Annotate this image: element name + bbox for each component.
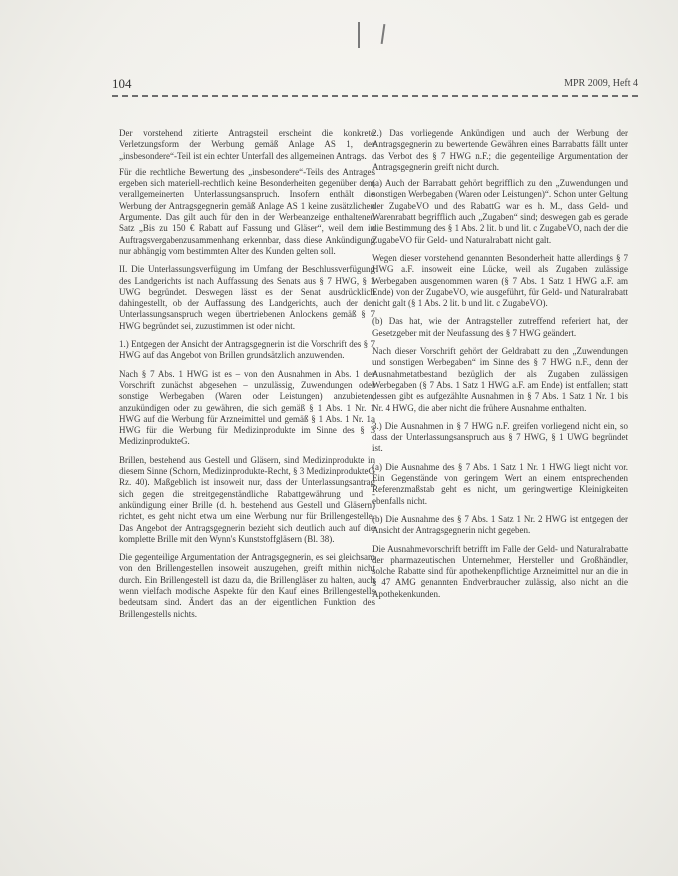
- paragraph: Der vorstehend zitierte Antragsteil erscheint die konkrete Verletzungsform der Werbung gemäß Anlage AS 1, der „insbesondere“-Teil ist ein echter Unterfall des allgemeinen Antrags.: [119, 128, 375, 161]
- paragraph: Brillen, bestehend aus Gestell und Gläsern, sind Medizinprodukte in diesem Sinne (Schorn, Medizinprodukte-Recht, § 3 MedizinprodukteG Rz. 40). Maßgeblich ist insoweit nur, dass der Unterlassungsantrag sich gegen die streitgegenständliche Rabattgewährung und -ankündigung einer Brille (d. h. bestehend aus Gestell und Gläsern) richtet, es geht nicht etwa um eine Werbung nur für Brillengestelle. Das Angebot der Antragsgegnerin bezieht sich deutlich auch auf die komplette Brille mit den Wynn's Kunststoffgläsern (Bl. 38).: [119, 454, 375, 544]
- journal-citation: MPR 2009, Heft 4: [564, 78, 638, 89]
- left-column: [119, 128, 375, 627]
- paragraph: Nach § 7 Abs. 1 HWG ist es – von den Ausnahmen in Abs. 1 der Vorschrift zunächst abgesehen – unzulässig, Zuwendungen oder sonstige Werbegaben (Waren oder Leistungen) anzubieten, anzukündigen oder zu gewähren, die sich gemäß § 1 Abs. 1 Nr. 1 HWG auf die Werbung für Arzneimittel und gemäß § 1 Abs. 1 Nr. 1a HWG für die Werbung für Medizinprodukte im Sinne des § 3 MedizinprodukteG.: [119, 368, 375, 447]
- right-column: [372, 128, 628, 607]
- paragraph: Die gegenteilige Argumentation der Antragsgegnerin, es sei gleichsam von den Brillengestellen insoweit auszugehen, greift mithin nicht durch. Ein Brillengestell ist dazu da, die Brillengläser zu halten, auch wenn vielfach modische Aspekte für den Kauf eines Brillengestells bedeutsam sind. Ändert das an der eigentlichen Funktion des Brillengestells nichts.: [119, 552, 375, 619]
- paragraph: 1.) Entgegen der Ansicht der Antragsgegnerin ist die Vorschrift des § 7 HWG auf das Angebot von Brillen grundsätzlich anzuwenden.: [119, 339, 375, 361]
- paragraph: (a) Auch der Barrabatt gehört begrifflich zu den „Zuwendungen und sonstigen Werbegaben (Waren oder Leistungen)“. Schon unter Geltung der ZugabeVO und des RabattG war es h. M., dass Geld- und Warenrabatt begrifflich auch „Zugaben“ sind; deswegen gab es gerade die Bestimmung des § 1 Abs. 2 lit. b und lit. c ZugabeVO, nach der die ZugabeVO für Geld- und Naturalrabatt nicht galt.: [372, 178, 628, 245]
- page-header: [112, 76, 638, 96]
- paragraph: Die Ausnahmevorschrift betrifft im Falle der Geld- und Naturalrabatte der pharmazeutischen Unternehmer, Hersteller und Großhändler, solche Rabatte sind für apothekenpflichtige Arzneimittel nur an die in § 47 AMG genannten Endverbraucher zulässig, also nicht an die Apothekenkunden.: [372, 543, 628, 599]
- paragraph: 2.) Das vorliegende Ankündigen und auch der Werbung der Antragsgegnerin zu bewertende Gewähren eines Barrabatts fällt unter das Verbot des § 7 HWG n.F.; die gegenteilige Argumentation der Antragsgegnerin greift nicht durch.: [372, 128, 628, 172]
- page-number: 104: [112, 76, 132, 91]
- paragraph: Für die rechtliche Bewertung des „insbesondere“-Teils des Antrages ergeben sich materiell-rechtlich keine Besonderheiten gegenüber dem verallgemeinerten Unterlassungsanspruch. Insofern enthält die Werbung der Antragsgegnerin gemäß Anlage AS 1 keine zusätzlichen Argumente. Das gilt auch für den in der Werbeanzeige enthaltenen Satz „Bis zu 150 € Rabatt auf Fassung und Gläser“, weil dem in Auftragsvergabenzusammenhang erkennbar, dass diese Ankündigung nur abhängig vom bestimmten Alter des Kunden gelten soll.: [119, 166, 375, 256]
- paragraph: 3.) Die Ausnahmen in § 7 HWG n.F. greifen vorliegend nicht ein, so dass der Unterlassungsanspruch aus § 7 HWG, § 1 UWG begründet ist.: [372, 420, 628, 454]
- paragraph: (b) Die Ausnahme des § 7 Abs. 1 Satz 1 Nr. 2 HWG ist entgegen der Ansicht der Antragsgegnerin nicht gegeben.: [372, 513, 628, 536]
- paragraph: (b) Das hat, wie der Antragsteller zutreffend referiert hat, der Gesetzgeber mit der Neufassung des § 7 HWG geändert.: [372, 316, 628, 338]
- header-rule: [112, 95, 638, 97]
- paragraph: II. Die Unterlassungsverfügung im Umfang der Beschlussverfügung des Landgerichts ist nach Auffassung des Senats aus § 7 HWG, § 1 UWG begründet. Deswegen lässt es der Senat ausdrücklich dahingestellt, ob der Auffassung des Landgerichts, auch der der Unterlassungsanspruch wegen übertriebenen Anlockens gemäß § 7 HWG begründet sei, zuzustimmen ist oder nicht.: [119, 264, 375, 331]
- paragraph: Nach dieser Vorschrift gehört der Geldrabatt zu den „Zuwendungen und sonstigen Werbegaben“ im Sinne des § 7 HWG n.F., denn der Ausnahmetatbestand bezüglich der als Zugaben zulässigen Werbegaben (§ 7 Abs. 1 Satz 1 HWG a.F. am Ende) ist entfallen; statt dessen gibt es aufgezählte Ausnahmen in § 7 Abs. 1 Satz 1 Nr. 1 bis Nr. 4 HWG, die aber nicht die frühere Ausnahme enthalten.: [372, 346, 628, 413]
- paragraph: (a) Die Ausnahme des § 7 Abs. 1 Satz 1 Nr. 1 HWG liegt nicht vor. Ein Gegenstände von geringem Wert an einem entsprechenden Referenzmaßstab geht es nicht, um geringwertige Kleinigkeiten ebenfalls nicht.: [372, 461, 628, 506]
- paragraph: Wegen dieser vorstehend genannten Besonderheit hatte allerdings § 7 HWG a.F. insoweit eine Lücke, weil als Zugaben zulässige Werbegaben ausgenommen waren (§ 7 Abs. 1 Satz 1 HWG a.F. am Ende) von der ZugabeVO, wie ausgeführt, für Geld- und Naturalrabatt nicht galt (§ 1 Abs. 2 lit. b und lit. c ZugabeVO).: [372, 252, 628, 309]
- scan-artifact-mark: [358, 22, 360, 48]
